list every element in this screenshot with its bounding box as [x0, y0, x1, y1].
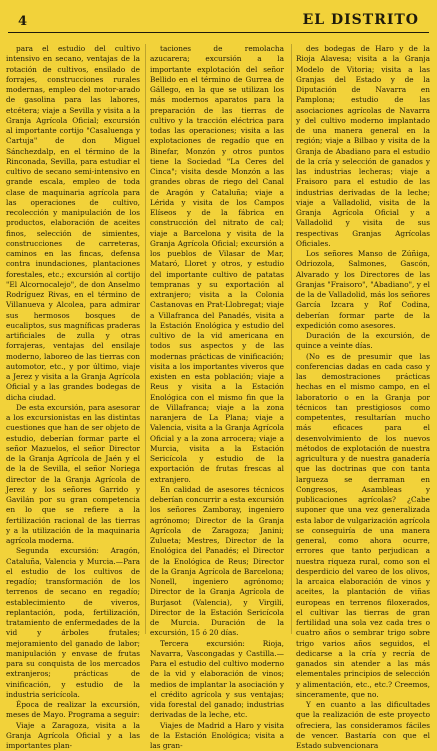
- paragraph: Duración de la excursión, de quince a veinte días.: [296, 331, 430, 352]
- paragraph: De esta excursión, para asesorar a los excursionistas en las distintas cuestiones que han de ser objeto de estudio, deberían formar parte el señor Mazuelos, el señor Director de la Granja Agrícola de Jaén y el de la de Sevilla, el señor Noriega director de la Granja Agrícola de Jerez y los señores Garrido y Gavilán por su gran competencia en lo que se refiere a la fertilización racional de las tierras y a la utilización de la maquinaria agrícola moderna.: [6, 403, 140, 547]
- paragraph: Viaje a Zaragoza, visita a la Granja Agrícola Oficial y a las importantes plan-: [6, 721, 140, 751]
- paragraph: En calidad de asesores técnicos deberían concurrir a esta excursión los señores Zamboray, ingeniero agrónomo; Director de la Granja Agrícola de Zaragoza; Janini; Zulueta; Mestres, Director de la Enológica del Panadés; el Director de la Enológica de Reus; Director de la Granja Agrícola de Barcelona; Nonell, ingeniero agrónomo; Director de la Granja Agrícola de Burjasot (Valencia), y Virgili, Director de la Estación Sericícola de Murcia. Duración de la excursión, 15 ó 20 días.: [150, 485, 284, 639]
- paragraph: (No es de presumir que las conferencias dadas en cada caso y las demostraciones prácticas hechas en el mismo campo, en el laboratorio o en la Granja por técnicos tan prestigiosos como competentes, resultarían mucho más eficaces para el desenvolvimiento de los nuevos métodos de explotación de nuestra agricultura y de nuestra ganadería que las doctrinas que con tanta largueza se derraman en Congresos, Asambleas y publicaciones agrícolas? ¿Cabe suponer que una vez generalizada esta labor de vulgarización agrícola se conseguiría de una manera general, como ahora ocurre, errores que tanto perjudican a nuestra riqueza rural, como son el desperdicio del vareo de los olivos, la arcaica elaboración de vinos y aceites, la plantación de viñas europeas en terrenos filoxerados, el cultivar las tierras de gran fertilidad una sola vez cada tres o cuatro años o sembrar trigo sobre trigo varios años seguidos, el dedicarse a la cría y recría de ganados sin atender a las más elementales principios de selección y alimentación, etc., etc.? Creemos, sinceramente, que no.: [296, 352, 430, 701]
- paragraph: Los señores Manso de Zúñiga, Odriozola, Salmones, Gascón, Alvarado y los Directores de las Granjas "Fraisoro", "Abadiano", y el de la de Valladolid, más los señores García Izcara y Rof Codina, deberían formar parte de la expedición como asesores.: [296, 249, 430, 331]
- paragraph: para el estudio del cultivo intensivo en secano, ventajas de la rotación de cultivos, ensilado de forrajes, construcciones rurales modernas, empleo del motor-arado de gasolina para las labores, etcétera; viaje a Sevilla y visita a la Granja Agrícola Oficial; excursión al importante cortijo "Casaluenga y Cartuja" de don Miguel Sánchezdalp, en el término de la Rinconada, Sevilla, para estudiar el cultivo de secano semi-intensivo en grande escala, empleo de toda clase de maquinaria agrícola para las operaciones de cultivo, recolección y manipulación de los productos, elaboración de aceites finos, selección de simientes, construcciones de carreteras, caminos en las fincas, defensa contra inundaciones, plantaciones forestales, etc.; excursión al cortijo "El Alcornocalejo", de don Anselmo Rodríguez Rivas, en el término de Villanueva y Alcolea, para admirar sus hermosos bosques de eucaliptos, sus magníficas praderas artificiales de zulla y otras forrajeras, ventajas del ensilaje moderno, laboreo de las tierras con automotor, etc., y por último, viaje a Jerez y visita a la Granja Agrícola Oficial y a las grandes bodegas de dicha ciudad.: [6, 44, 140, 403]
- paragraph: Segunda excursión: Aragón, Cataluña, Valencia y Murcia.—Para el estudio de los cultivos de regadío; transformación de los terrenos de secano en regadío; establecimiento de viveros, replantación, poda, fertilización, tratamiento de enfermedades de la vid y árboles frutales; mejoramiento del ganado de labor; manipulación y envase de frutas para su conquista de los mercados extranjeros; prácticas de vinificación, y estudio de la industria sericícola.: [6, 546, 140, 700]
- page-number: 4: [18, 14, 27, 29]
- paragraph: Época de realizar la excursión, meses de Mayo. Programa a seguir:: [6, 700, 140, 721]
- paragraph: Y en cuanto a las dificultades que la realización de este proyecto ofreciera, las consideramos fáciles de vencer. Bastaría con que el Estado subvencionara: [296, 700, 430, 751]
- text-column-1: [6, 44, 140, 640]
- paragraph: des bodegas de Haro y de la Rioja Alavesa; visita a la Granja Modelo de Vitoria; visita a las Granjas del Estado y de la Diputación de Navarra en Pamplona; estudio de las asociaciones agrícolas de Navarra y del cultivo moderno implantado de una manera general en la región; viaje a Bilbao y visita de la Granja de Abadiano para el estudio de la cría y selección de ganados y las industrias lecheras; viaje a Fraisoro para el estudio de las industrias derivadas de la leche; viaje a Valladolid, visita de la Granja Agrícola Oficial y a Valladolid y visita de sus respectivas Granjas Agrícolas Oficiales.: [296, 44, 430, 249]
- text-column-2: [150, 44, 284, 640]
- paragraph: taciones de remolacha azucarera; excursión a la importante explotación del señor Bellido en el término de Gurrea de Gállego, en la que se utilizan los más modernos aparatos para la preparación de las tierras de cultivo y la tracción eléctrica para todas las operaciones; visita a las explotaciones de regadío que en Binefar, Monzón y otros puntos tiene la Sociedad "La Ceres del Cinca"; visita desde Monzón a las grandes obras de riego del Canal de Aragón y Cataluña; viaje a Lérida y visita de los Campos Elíseos y de la fábrica en construcción del nitrato de cal; viaje a Barcelona y visita de la Granja Agrícola Oficial; excursión a los pueblos de Vilasar de Mar, Mataró, Lloret y otros, y estudio del importante cultivo de patatas tempranas y su exportación al extranjero; visita a la Colonia Castanovas en Prat-Llobregat; viaje a Villafranca del Panadés, visita a la Estación Enológica y estudio del cultivo de la vid americana en todos sus aspectos y de las modernas prácticas de vinificación; visita a los importantes viveros que existen en esta población; viaje a Reus y visita a la Estación Enológica con el mismo fin que la de Villafranca; viaje a la zona naranjera de La Plana; viaje a Valencia, visita a la Granja Agrícola Oficial y a la zona arrocera; viaje a Murcia, visita a la Estación Sericícola y estudio de la exportación de frutas frescas al extranjero.: [150, 44, 284, 485]
- masthead-title: EL DISTRITO: [303, 12, 419, 28]
- text-column-3: [296, 44, 430, 640]
- paragraph: Viajes de Madrid a Haro y visita de la Estación Enológica; visita a las gran-: [150, 721, 284, 751]
- column-divider: [145, 44, 146, 634]
- paragraph: Tercera excursión: Rioja, Navarra, Vascongadas y Castilla.—Para el estudio del cultivo moderno de la vid y elaboración de vinos; medios de implantar la asociación y el crédito agrícola y sus ventajas; vida forestal del ganado; industrias derivadas de la leche, etc.: [150, 639, 284, 721]
- column-divider: [291, 44, 292, 634]
